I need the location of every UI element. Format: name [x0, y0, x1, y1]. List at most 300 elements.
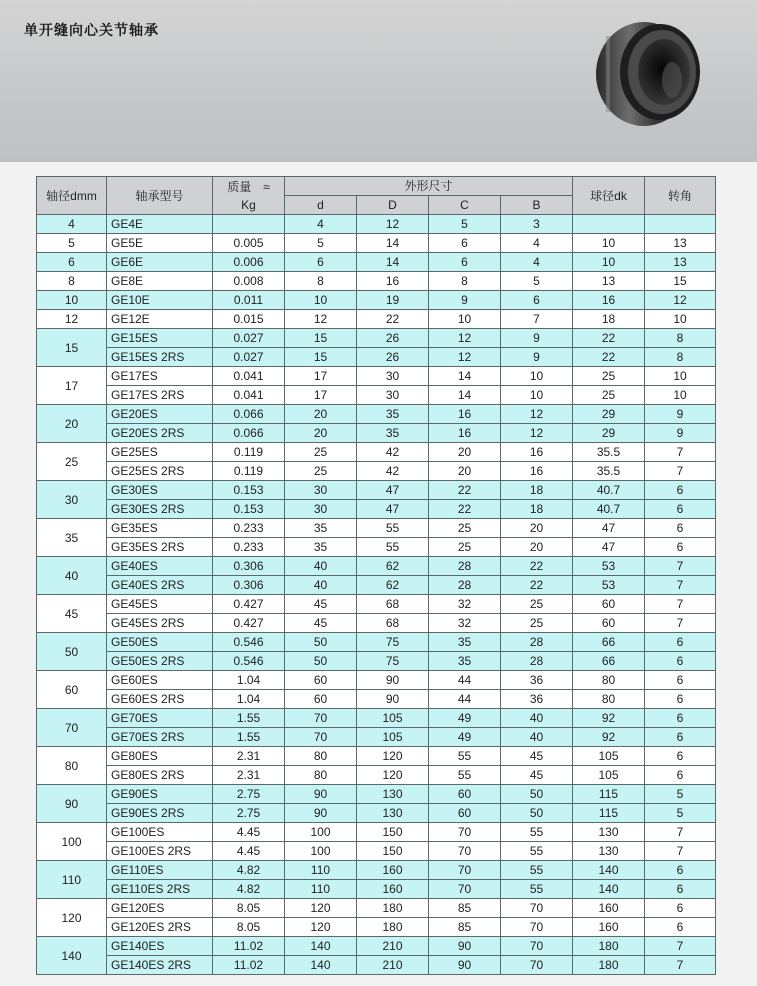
- C-cell: 55: [429, 747, 501, 766]
- dk-cell: 105: [573, 747, 645, 766]
- B-cell: 5: [501, 272, 573, 291]
- table-row: [37, 538, 716, 557]
- table-row: [37, 652, 716, 671]
- D-cell: 75: [357, 652, 429, 671]
- d-cell: 90: [285, 804, 357, 823]
- mass-cell: 0.041: [213, 386, 285, 405]
- C-cell: 60: [429, 785, 501, 804]
- dk-cell: 66: [573, 633, 645, 652]
- dk-cell: 115: [573, 785, 645, 804]
- mass-cell: 0.306: [213, 557, 285, 576]
- model-cell: GE120ES: [107, 899, 213, 918]
- shaft-cell: 4: [37, 215, 107, 234]
- dk-cell: 10: [573, 234, 645, 253]
- table-row: [37, 595, 716, 614]
- shaft-cell: 45: [37, 595, 107, 633]
- C-cell: 6: [429, 234, 501, 253]
- model-cell: GE25ES: [107, 443, 213, 462]
- mass-cell: 11.02: [213, 937, 285, 956]
- table-row: [37, 405, 716, 424]
- dk-cell: 140: [573, 880, 645, 899]
- d-cell: 17: [285, 386, 357, 405]
- table-row: [37, 709, 716, 728]
- C-cell: 49: [429, 709, 501, 728]
- B-cell: 20: [501, 538, 573, 557]
- d-cell: 35: [285, 538, 357, 557]
- d-cell: 45: [285, 595, 357, 614]
- D-cell: 160: [357, 861, 429, 880]
- B-cell: 4: [501, 234, 573, 253]
- B-cell: 18: [501, 500, 573, 519]
- table-row: [37, 671, 716, 690]
- C-cell: 35: [429, 633, 501, 652]
- angle-cell: [645, 215, 716, 234]
- model-cell: GE80ES: [107, 747, 213, 766]
- angle-cell: 10: [645, 310, 716, 329]
- shaft-cell: 20: [37, 405, 107, 443]
- B-cell: 70: [501, 937, 573, 956]
- C-cell: 6: [429, 253, 501, 272]
- C-cell: 22: [429, 500, 501, 519]
- dk-cell: 25: [573, 367, 645, 386]
- spec-table: [36, 176, 716, 975]
- B-cell: 10: [501, 386, 573, 405]
- dk-cell: 47: [573, 538, 645, 557]
- model-cell: GE4E: [107, 215, 213, 234]
- B-cell: 70: [501, 956, 573, 975]
- model-cell: GE8E: [107, 272, 213, 291]
- B-cell: 55: [501, 842, 573, 861]
- B-cell: 40: [501, 709, 573, 728]
- model-cell: GE100ES: [107, 823, 213, 842]
- angle-cell: 7: [645, 443, 716, 462]
- C-cell: 16: [429, 424, 501, 443]
- d-cell: 45: [285, 614, 357, 633]
- dk-cell: 10: [573, 253, 645, 272]
- d-cell: 140: [285, 956, 357, 975]
- d-cell: 100: [285, 842, 357, 861]
- table-row: [37, 614, 716, 633]
- dk-cell: 140: [573, 861, 645, 880]
- d-cell: 80: [285, 766, 357, 785]
- dk-cell: 25: [573, 386, 645, 405]
- C-cell: 25: [429, 538, 501, 557]
- angle-cell: 7: [645, 576, 716, 595]
- B-cell: 70: [501, 899, 573, 918]
- D-cell: 47: [357, 481, 429, 500]
- D-cell: 210: [357, 956, 429, 975]
- D-cell: 150: [357, 823, 429, 842]
- table-row: [37, 899, 716, 918]
- D-cell: 120: [357, 766, 429, 785]
- C-cell: 70: [429, 880, 501, 899]
- model-cell: GE5E: [107, 234, 213, 253]
- D-cell: 160: [357, 880, 429, 899]
- angle-cell: 13: [645, 253, 716, 272]
- D-cell: 105: [357, 728, 429, 747]
- d-cell: 8: [285, 272, 357, 291]
- D-cell: 12: [357, 215, 429, 234]
- table-row: [37, 804, 716, 823]
- mass-cell: 1.04: [213, 671, 285, 690]
- model-cell: GE20ES: [107, 405, 213, 424]
- dk-cell: 92: [573, 709, 645, 728]
- dk-cell: 29: [573, 424, 645, 443]
- mass-cell: 8.05: [213, 918, 285, 937]
- dk-cell: 105: [573, 766, 645, 785]
- angle-cell: 7: [645, 956, 716, 975]
- B-cell: 20: [501, 519, 573, 538]
- D-cell: 150: [357, 842, 429, 861]
- d-cell: 6: [285, 253, 357, 272]
- C-cell: 70: [429, 842, 501, 861]
- table-row: [37, 348, 716, 367]
- shaft-cell: 10: [37, 291, 107, 310]
- angle-cell: 6: [645, 918, 716, 937]
- C-cell: 8: [429, 272, 501, 291]
- B-cell: 50: [501, 785, 573, 804]
- dk-cell: [573, 215, 645, 234]
- shaft-cell: 120: [37, 899, 107, 937]
- mass-cell: 1.55: [213, 709, 285, 728]
- angle-cell: 7: [645, 595, 716, 614]
- angle-cell: 10: [645, 367, 716, 386]
- model-cell: GE30ES: [107, 481, 213, 500]
- C-cell: 28: [429, 557, 501, 576]
- angle-cell: 7: [645, 614, 716, 633]
- angle-cell: 6: [645, 766, 716, 785]
- table-row: [37, 215, 716, 234]
- model-cell: GE17ES 2RS: [107, 386, 213, 405]
- mass-cell: 0.005: [213, 234, 285, 253]
- model-cell: GE70ES 2RS: [107, 728, 213, 747]
- D-cell: 105: [357, 709, 429, 728]
- mass-cell: 0.546: [213, 652, 285, 671]
- mass-cell: 0.306: [213, 576, 285, 595]
- header-banner: [0, 0, 757, 162]
- mass-cell: 8.05: [213, 899, 285, 918]
- model-cell: GE30ES 2RS: [107, 500, 213, 519]
- dk-cell: 29: [573, 405, 645, 424]
- dk-cell: 53: [573, 576, 645, 595]
- dk-cell: 92: [573, 728, 645, 747]
- B-cell: 12: [501, 424, 573, 443]
- C-cell: 9: [429, 291, 501, 310]
- mass-cell: 0.233: [213, 519, 285, 538]
- table-row: [37, 234, 716, 253]
- shaft-cell: 70: [37, 709, 107, 747]
- shaft-cell: 50: [37, 633, 107, 671]
- d-cell: 100: [285, 823, 357, 842]
- model-cell: GE40ES: [107, 557, 213, 576]
- C-cell: 70: [429, 861, 501, 880]
- shaft-cell: 17: [37, 367, 107, 405]
- angle-cell: 6: [645, 519, 716, 538]
- angle-cell: 6: [645, 728, 716, 747]
- angle-cell: 6: [645, 747, 716, 766]
- dk-cell: 18: [573, 310, 645, 329]
- angle-cell: 6: [645, 899, 716, 918]
- model-cell: GE45ES 2RS: [107, 614, 213, 633]
- shaft-cell: 6: [37, 253, 107, 272]
- page-title: 单开缝向心关节轴承: [24, 22, 159, 38]
- header-mass-label: 质量 ≈: [227, 179, 270, 194]
- d-cell: 50: [285, 633, 357, 652]
- mass-cell: 1.55: [213, 728, 285, 747]
- angle-cell: 6: [645, 709, 716, 728]
- mass-cell: 4.45: [213, 842, 285, 861]
- C-cell: 14: [429, 386, 501, 405]
- table-row: [37, 443, 716, 462]
- B-cell: 7: [501, 310, 573, 329]
- angle-cell: 8: [645, 329, 716, 348]
- B-cell: 28: [501, 652, 573, 671]
- B-cell: 10: [501, 367, 573, 386]
- table-row: [37, 500, 716, 519]
- C-cell: 25: [429, 519, 501, 538]
- D-cell: 62: [357, 576, 429, 595]
- mass-cell: 0.066: [213, 405, 285, 424]
- d-cell: 40: [285, 576, 357, 595]
- mass-cell: [213, 215, 285, 234]
- angle-cell: 6: [645, 500, 716, 519]
- mass-cell: 0.008: [213, 272, 285, 291]
- table-row: [37, 291, 716, 310]
- header-D: D: [357, 196, 429, 215]
- mass-cell: 0.006: [213, 253, 285, 272]
- angle-cell: 6: [645, 690, 716, 709]
- mass-cell: 0.427: [213, 614, 285, 633]
- C-cell: 70: [429, 823, 501, 842]
- D-cell: 130: [357, 785, 429, 804]
- angle-cell: 6: [645, 633, 716, 652]
- d-cell: 90: [285, 785, 357, 804]
- D-cell: 19: [357, 291, 429, 310]
- D-cell: 130: [357, 804, 429, 823]
- model-cell: GE100ES 2RS: [107, 842, 213, 861]
- table-row: [37, 462, 716, 481]
- C-cell: 22: [429, 481, 501, 500]
- d-cell: 20: [285, 405, 357, 424]
- table-row: [37, 367, 716, 386]
- d-cell: 120: [285, 899, 357, 918]
- angle-cell: 12: [645, 291, 716, 310]
- mass-cell: 2.31: [213, 747, 285, 766]
- D-cell: 55: [357, 519, 429, 538]
- mass-cell: 0.153: [213, 481, 285, 500]
- mass-cell: 2.31: [213, 766, 285, 785]
- B-cell: 28: [501, 633, 573, 652]
- d-cell: 12: [285, 310, 357, 329]
- D-cell: 14: [357, 253, 429, 272]
- mass-cell: 0.027: [213, 329, 285, 348]
- table-row: [37, 329, 716, 348]
- B-cell: 6: [501, 291, 573, 310]
- C-cell: 32: [429, 595, 501, 614]
- angle-cell: 8: [645, 348, 716, 367]
- D-cell: 90: [357, 690, 429, 709]
- dk-cell: 60: [573, 595, 645, 614]
- mass-cell: 0.027: [213, 348, 285, 367]
- B-cell: 50: [501, 804, 573, 823]
- B-cell: 25: [501, 595, 573, 614]
- C-cell: 5: [429, 215, 501, 234]
- dk-cell: 160: [573, 899, 645, 918]
- B-cell: 4: [501, 253, 573, 272]
- angle-cell: 10: [645, 386, 716, 405]
- mass-cell: 4.82: [213, 861, 285, 880]
- C-cell: 85: [429, 899, 501, 918]
- d-cell: 5: [285, 234, 357, 253]
- header-dims: 外形尺寸: [285, 177, 573, 196]
- D-cell: 42: [357, 443, 429, 462]
- model-cell: GE17ES: [107, 367, 213, 386]
- table-row: [37, 253, 716, 272]
- table-row: [37, 519, 716, 538]
- B-cell: 55: [501, 880, 573, 899]
- C-cell: 16: [429, 405, 501, 424]
- model-cell: GE20ES 2RS: [107, 424, 213, 443]
- angle-cell: 6: [645, 652, 716, 671]
- d-cell: 110: [285, 880, 357, 899]
- dk-cell: 47: [573, 519, 645, 538]
- shaft-cell: 30: [37, 481, 107, 519]
- D-cell: 35: [357, 424, 429, 443]
- B-cell: 9: [501, 329, 573, 348]
- model-cell: GE60ES: [107, 671, 213, 690]
- D-cell: 55: [357, 538, 429, 557]
- D-cell: 180: [357, 899, 429, 918]
- d-cell: 25: [285, 462, 357, 481]
- angle-cell: 6: [645, 671, 716, 690]
- D-cell: 14: [357, 234, 429, 253]
- C-cell: 85: [429, 918, 501, 937]
- model-cell: GE70ES: [107, 709, 213, 728]
- header-ball: 球径dk: [573, 177, 645, 215]
- B-cell: 70: [501, 918, 573, 937]
- dk-cell: 66: [573, 652, 645, 671]
- table-row: [37, 310, 716, 329]
- shaft-cell: 35: [37, 519, 107, 557]
- angle-cell: 13: [645, 234, 716, 253]
- B-cell: 45: [501, 766, 573, 785]
- model-cell: GE140ES: [107, 937, 213, 956]
- table-row: [37, 424, 716, 443]
- table-row: [37, 823, 716, 842]
- model-cell: GE60ES 2RS: [107, 690, 213, 709]
- model-cell: GE80ES 2RS: [107, 766, 213, 785]
- D-cell: 90: [357, 671, 429, 690]
- C-cell: 49: [429, 728, 501, 747]
- D-cell: 68: [357, 595, 429, 614]
- angle-cell: 6: [645, 481, 716, 500]
- C-cell: 44: [429, 671, 501, 690]
- mass-cell: 2.75: [213, 785, 285, 804]
- D-cell: 62: [357, 557, 429, 576]
- table-row: [37, 690, 716, 709]
- model-cell: GE45ES: [107, 595, 213, 614]
- angle-cell: 15: [645, 272, 716, 291]
- D-cell: 120: [357, 747, 429, 766]
- d-cell: 20: [285, 424, 357, 443]
- C-cell: 32: [429, 614, 501, 633]
- shaft-cell: 12: [37, 310, 107, 329]
- table-row: [37, 272, 716, 291]
- mass-cell: 0.015: [213, 310, 285, 329]
- shaft-cell: 60: [37, 671, 107, 709]
- B-cell: 12: [501, 405, 573, 424]
- table-row: [37, 861, 716, 880]
- table-row: [37, 937, 716, 956]
- table-row: [37, 785, 716, 804]
- angle-cell: 7: [645, 937, 716, 956]
- shaft-cell: 5: [37, 234, 107, 253]
- angle-cell: 7: [645, 842, 716, 861]
- mass-cell: 0.119: [213, 443, 285, 462]
- d-cell: 10: [285, 291, 357, 310]
- table-row: [37, 633, 716, 652]
- d-cell: 30: [285, 481, 357, 500]
- C-cell: 44: [429, 690, 501, 709]
- model-cell: GE10E: [107, 291, 213, 310]
- shaft-cell: 100: [37, 823, 107, 861]
- dk-cell: 130: [573, 823, 645, 842]
- C-cell: 12: [429, 329, 501, 348]
- d-cell: 30: [285, 500, 357, 519]
- dk-cell: 180: [573, 937, 645, 956]
- mass-cell: 4.45: [213, 823, 285, 842]
- C-cell: 55: [429, 766, 501, 785]
- d-cell: 40: [285, 557, 357, 576]
- C-cell: 20: [429, 462, 501, 481]
- dk-cell: 22: [573, 348, 645, 367]
- header-C: C: [429, 196, 501, 215]
- C-cell: 60: [429, 804, 501, 823]
- B-cell: 3: [501, 215, 573, 234]
- C-cell: 20: [429, 443, 501, 462]
- angle-cell: 6: [645, 861, 716, 880]
- model-cell: GE140ES 2RS: [107, 956, 213, 975]
- shaft-cell: 40: [37, 557, 107, 595]
- model-cell: GE6E: [107, 253, 213, 272]
- B-cell: 22: [501, 557, 573, 576]
- angle-cell: 7: [645, 462, 716, 481]
- mass-cell: 0.233: [213, 538, 285, 557]
- header-model: 轴承型号: [107, 177, 213, 215]
- D-cell: 30: [357, 367, 429, 386]
- table-row: [37, 728, 716, 747]
- shaft-cell: 90: [37, 785, 107, 823]
- angle-cell: 6: [645, 880, 716, 899]
- model-cell: GE90ES: [107, 785, 213, 804]
- header-mass: [213, 177, 285, 215]
- D-cell: 68: [357, 614, 429, 633]
- model-cell: GE120ES 2RS: [107, 918, 213, 937]
- C-cell: 12: [429, 348, 501, 367]
- B-cell: 40: [501, 728, 573, 747]
- mass-cell: 0.011: [213, 291, 285, 310]
- dk-cell: 13: [573, 272, 645, 291]
- table-row: [37, 880, 716, 899]
- C-cell: 90: [429, 956, 501, 975]
- d-cell: 60: [285, 671, 357, 690]
- table-row: [37, 576, 716, 595]
- dk-cell: 53: [573, 557, 645, 576]
- table-row: [37, 747, 716, 766]
- dk-cell: 60: [573, 614, 645, 633]
- d-cell: 25: [285, 443, 357, 462]
- model-cell: GE35ES: [107, 519, 213, 538]
